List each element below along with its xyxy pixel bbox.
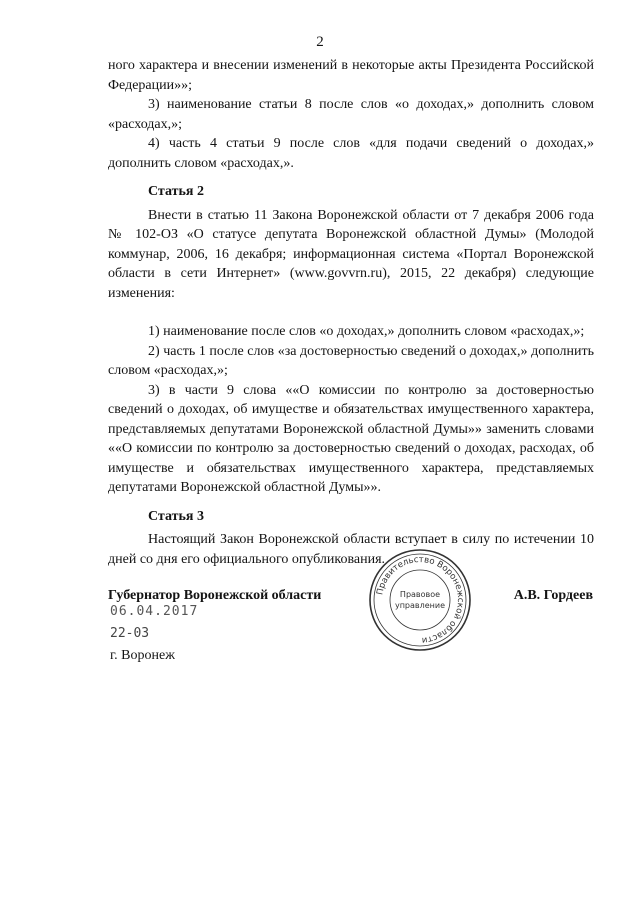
article-2-heading: Статья 2 (148, 184, 204, 199)
intro-paragraph-1: ного характера и внесении изменений в некоторые акты Президента Российской Федерации»»; (108, 58, 594, 93)
article-2-item-2: 2) часть 1 после слов «за достоверностью сведений о доходах,» дополнить словом «расходах,»; (108, 343, 594, 378)
seal-ring-text: Правительство Воронежской области (375, 554, 466, 646)
page-number: 2 (316, 34, 324, 50)
seal-outer-ring (370, 550, 470, 650)
seal-center-ring (390, 570, 450, 630)
signatory-title: Губернатор Воронежской области (108, 588, 322, 603)
intro-paragraph-2: 3) наименование статьи 8 после слов «о доходах,» дополнить словом «расходах,»; (108, 97, 594, 132)
article-2-item-3: 3) в части 9 слова ««О комиссии по контролю за достоверностью сведений о доходах, об имуществе и обязательствах имущественного характера, представляемых депутатами Воронежской областной Думы»» заменить словами ««О комиссии по контролю за достоверностью сведений о доходах, расходах, об имуществе и обязательствах имущественного характера, представляемых депутатами Воронежской областной Думы»». (108, 382, 594, 495)
spacer (108, 303, 594, 322)
date-stamp: 06.04.2017 (110, 604, 199, 619)
seal-center-line-2: управление (394, 601, 446, 610)
article-3-text: Настоящий Закон Воронежской области вступает в силу по истечении 10 дней со дня его официального опубликования. (108, 532, 594, 567)
document-body (108, 56, 594, 569)
law-number: 22-03 (110, 626, 150, 641)
city: г. Воронеж (110, 648, 175, 663)
signatory-name: А.В. Гордеев (513, 588, 593, 603)
seal-center-line-1: Правовое (399, 590, 441, 599)
article-2-lead: Внести в статью 11 Закона Воронежской области от 7 декабря 2006 года № 102-ОЗ «О статусе депутата Воронежской областной Думы» (Молодой коммунар, 2006, 16 декабря; информационная система «Портал Воронежской области в сети Интернет» (www.govvrn.ru), 2015, 22 декабря) следующие изменения: (108, 207, 594, 301)
article-2-item-1: 1) наименование после слов «о доходах,» дополнить словом «расходах,»; (148, 324, 585, 339)
official-seal (368, 548, 472, 652)
seal-inner-ring (374, 554, 466, 646)
article-3-heading: Статья 3 (148, 508, 204, 524)
intro-paragraph-3: 4) часть 4 статьи 9 после слов «для подачи сведений о доходах,» дополнить словом «расходах,». (108, 136, 594, 171)
